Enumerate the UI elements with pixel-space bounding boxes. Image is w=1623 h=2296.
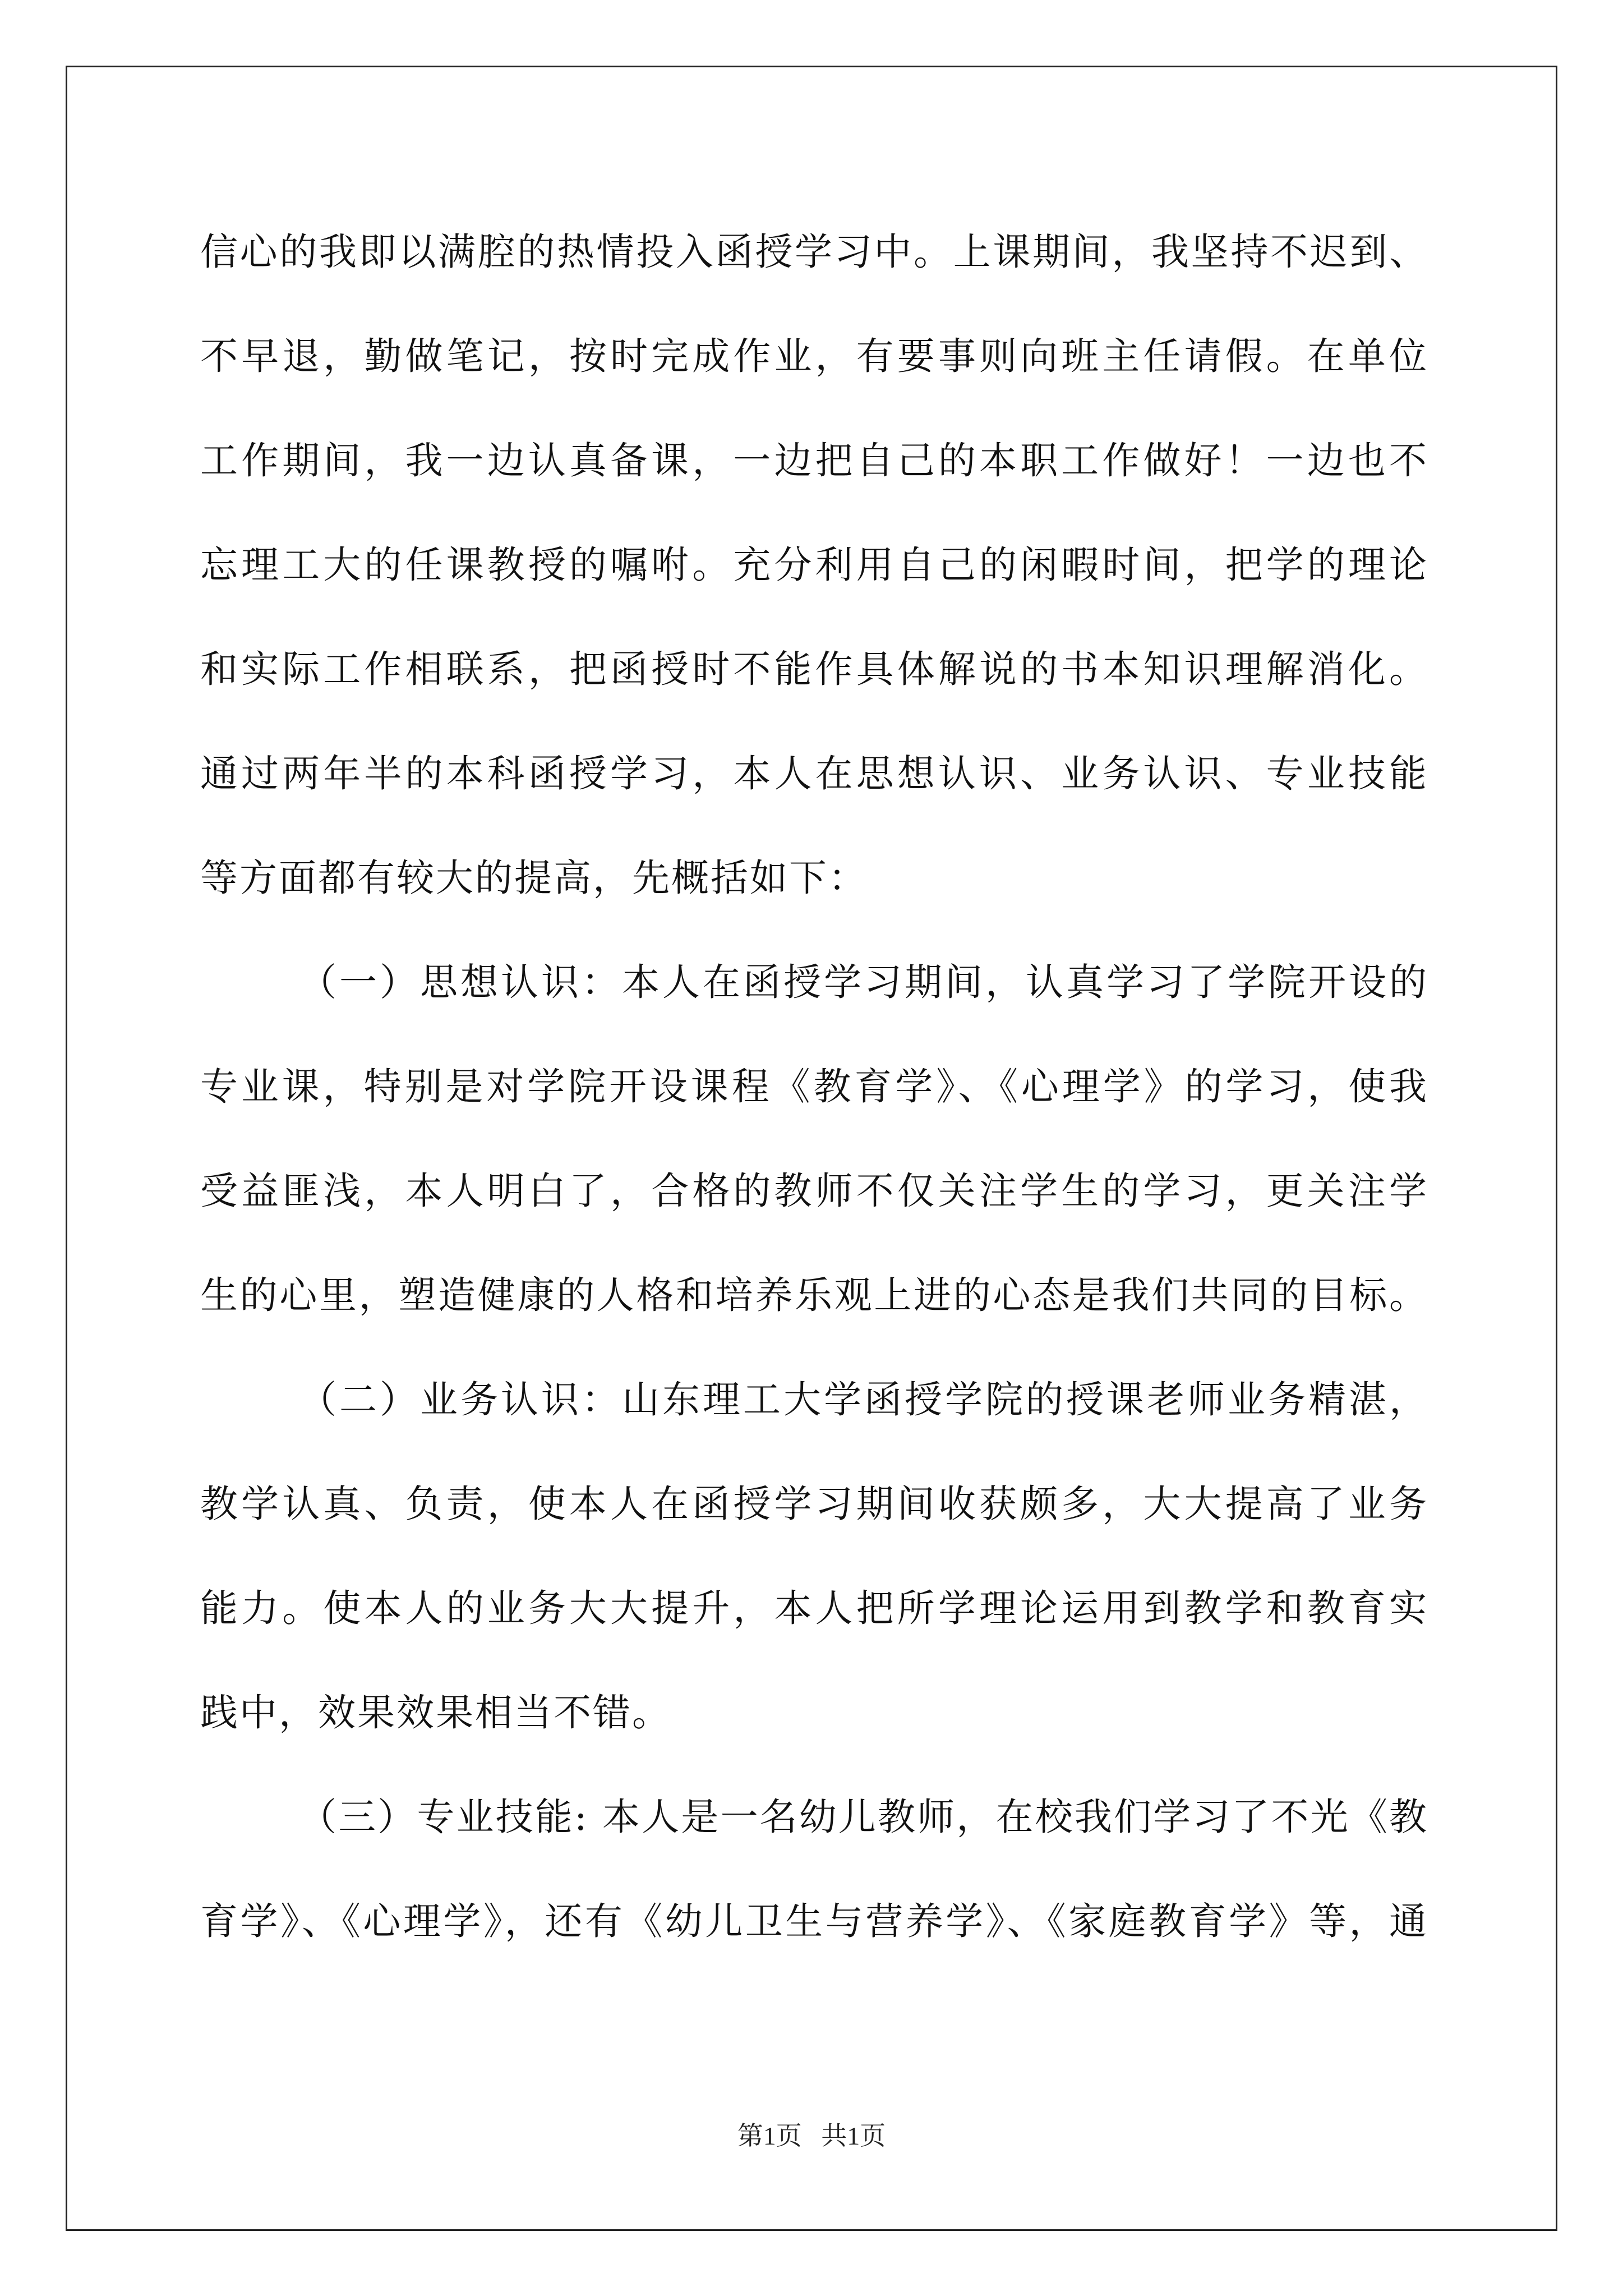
paragraph-heading-line: （三）专业技能: 本人是一名幼儿教师，在校我们学习了不光《教	[299, 1795, 1428, 1839]
text-line: 通过两年半的本科函授学习，本人在思想认识、业务认识、专业技能	[200, 752, 1428, 795]
text-line: 忘理工大的任课教授的嘱咐。充分利用自己的闲暇时间，把学的理论	[200, 543, 1428, 587]
text-line: 能力。使本人的业务大大提升，本人把所学理论运用到教学和教育实	[200, 1586, 1428, 1630]
paragraph-heading-line: （一）思想认识：本人在函授学习期间，认真学习了学院开设的	[299, 960, 1428, 1004]
text-line: 专业课，特别是对学院开设课程《教育学》、《心理学》的学习，使我	[200, 1065, 1428, 1108]
text-line: 教学认真、负责，使本人在函授学习期间收获颇多，大大提高了业务	[200, 1482, 1428, 1526]
document-body	[200, 200, 1428, 1973]
text-line: 和实际工作相联系，把函授时不能作具体解说的书本知识理解消化。	[200, 647, 1428, 691]
paragraph-heading-line: （二）业务认识：山东理工大学函授学院的授课老师业务精湛，	[299, 1378, 1428, 1421]
text-line: 信心的我即以满腔的热情投入函授学习中。上课期间，我坚持不迟到、	[200, 230, 1428, 274]
text-line: 践中，效果效果相当不错。	[200, 1691, 671, 1734]
text-line: 育学》、《心理学》，还有《幼儿卫生与营养学》、《家庭教育学》等，通	[200, 1899, 1428, 1943]
text-line: 工作期间，我一边认真备课，一边把自己的本职工作做好！一边也不	[200, 439, 1428, 482]
text-line: 受益匪浅，本人明白了，合格的教师不仅关注学生的学习，更关注学	[200, 1169, 1428, 1213]
text-line: 等方面都有较大的提高，先概括如下：	[200, 856, 868, 900]
page-number-footer: 第1页 共1页	[737, 2122, 886, 2150]
text-line: 生的心里，塑造健康的人格和培养乐观上进的心态是我们共同的目标。	[200, 1273, 1428, 1317]
text-line: 不早退，勤做笔记，按时完成作业，有要事则向班主任请假。在单位	[200, 334, 1428, 378]
